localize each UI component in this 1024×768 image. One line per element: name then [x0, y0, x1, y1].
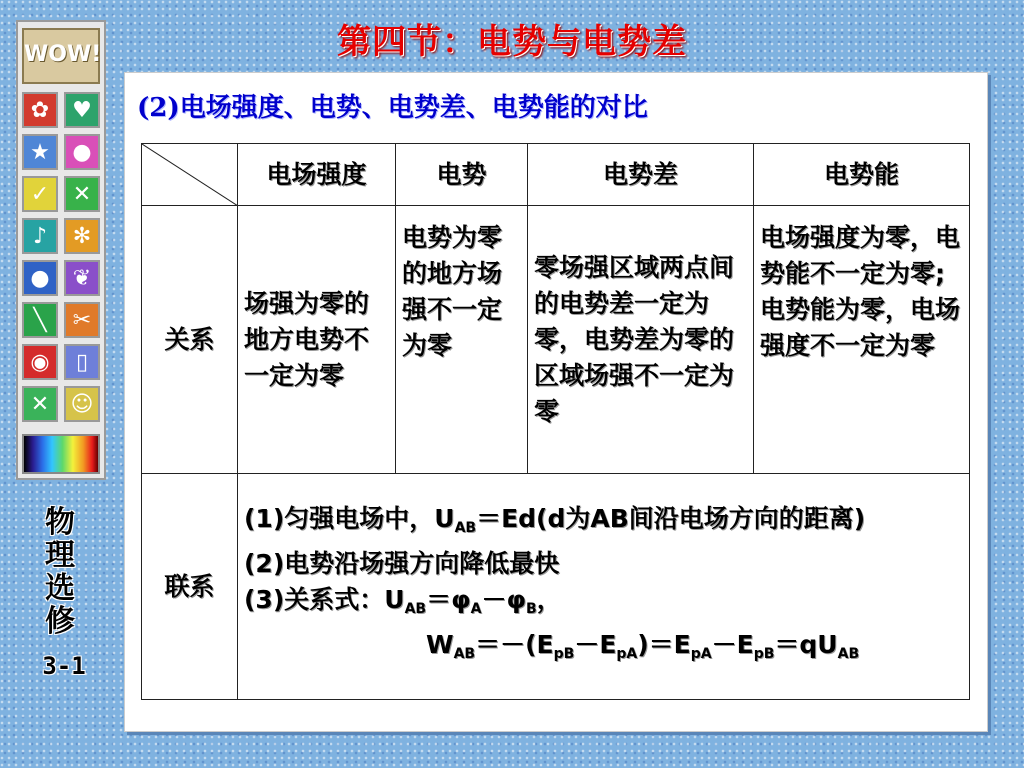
row-label-relation: 关系: [142, 206, 238, 474]
line4-sub6: AB: [837, 646, 860, 662]
line4-sub5: pB: [753, 646, 775, 662]
cell-potential-relation: 电势为零的地方场强不一定为零: [396, 206, 528, 474]
connection-content: [238, 474, 970, 700]
line3-sub-b: B: [526, 601, 537, 617]
flower-icon[interactable]: ✿: [22, 92, 58, 128]
line4-d: )＝E: [637, 630, 691, 659]
pencil-icon[interactable]: ╲: [22, 302, 58, 338]
header-potential-energy: 电势能: [754, 144, 970, 206]
line4-e: －E: [711, 630, 754, 659]
section-title-text: 电场强度、电势、电势差、电势能的对比: [179, 93, 648, 123]
line4-sub2: pB: [553, 646, 575, 662]
apple-icon[interactable]: ●: [22, 260, 58, 296]
line1-prefix: (1)匀强电场中，U: [244, 504, 455, 533]
diagonal-corner-cell: [142, 144, 238, 206]
line3-phi-b: －φ: [481, 585, 527, 614]
cell-potential-difference-relation: 零场强区域两点间的电势差一定为零，电势差为零的区域场强不一定为零: [528, 206, 754, 474]
line4-w: W: [426, 630, 454, 659]
line4-sub3: pA: [616, 646, 638, 662]
line1-sub: AB: [454, 520, 477, 536]
line4-sub4: pA: [690, 646, 712, 662]
lips-icon[interactable]: ◉: [22, 344, 58, 380]
line3-end: ，: [536, 585, 562, 614]
color-spectrum-bar[interactable]: [22, 434, 100, 474]
cell-field-strength-relation: 场强为零的地方电势不一定为零: [238, 206, 396, 474]
section-number: (2): [137, 93, 180, 123]
connection-line-2: (2)电势沿场强方向降低最快: [244, 549, 560, 578]
row-label-connection: 联系: [142, 474, 238, 700]
connection-line-1: [244, 501, 963, 546]
diagonal-line: [142, 144, 238, 206]
heart-icon[interactable]: ♥: [64, 92, 100, 128]
butterfly-icon[interactable]: ✻: [64, 218, 100, 254]
table-header-row: [142, 144, 970, 206]
page-title: 第四节：电势与电势差: [337, 22, 687, 62]
header-potential: 电势: [396, 144, 528, 206]
leaf-icon[interactable]: ❦: [64, 260, 100, 296]
star-icon[interactable]: ★: [22, 134, 58, 170]
connection-line-3: [244, 582, 963, 627]
line4-b: ＝－(E: [475, 630, 554, 659]
line3-prefix: (3)关系式：U: [244, 585, 405, 614]
circle-icon[interactable]: ●: [64, 134, 100, 170]
content-panel: [124, 72, 988, 732]
cell-potential-energy-relation: 电场强度为零，电势能不一定为零;电势能为零，电场强度不一定为零: [754, 206, 970, 474]
course-label: 物理选修: [45, 505, 75, 639]
comparison-table: [141, 143, 970, 700]
fish-icon[interactable]: ✕: [64, 176, 100, 212]
course-code: 3-1: [42, 652, 86, 680]
wow-logo: WOW!: [22, 28, 100, 84]
cup-icon[interactable]: ▯: [64, 344, 100, 380]
line3-sub-ab: AB: [404, 601, 427, 617]
line3-sub-a: A: [470, 601, 482, 617]
line4-sub1: AB: [453, 646, 476, 662]
section-title: [137, 87, 648, 124]
icon-sidebar: [16, 20, 106, 480]
header-field-strength: 电场强度: [238, 144, 396, 206]
table-row-relation: [142, 206, 970, 474]
line4-f: ＝qU: [774, 630, 838, 659]
line3-phi-a: ＝φ: [426, 585, 471, 614]
smiley-icon[interactable]: ☺: [64, 386, 100, 422]
line1-suffix: ＝Ed(d为AB间沿电场方向的距离): [476, 504, 866, 533]
connection-line-4: [244, 627, 963, 672]
x-box-icon[interactable]: ✕: [22, 386, 58, 422]
check-icon[interactable]: ✓: [22, 176, 58, 212]
scissors-icon[interactable]: ✂: [64, 302, 100, 338]
line4-c: －E: [574, 630, 617, 659]
music-note-icon[interactable]: ♪: [22, 218, 58, 254]
table-row-connection: [142, 474, 970, 700]
header-potential-difference: 电势差: [528, 144, 754, 206]
